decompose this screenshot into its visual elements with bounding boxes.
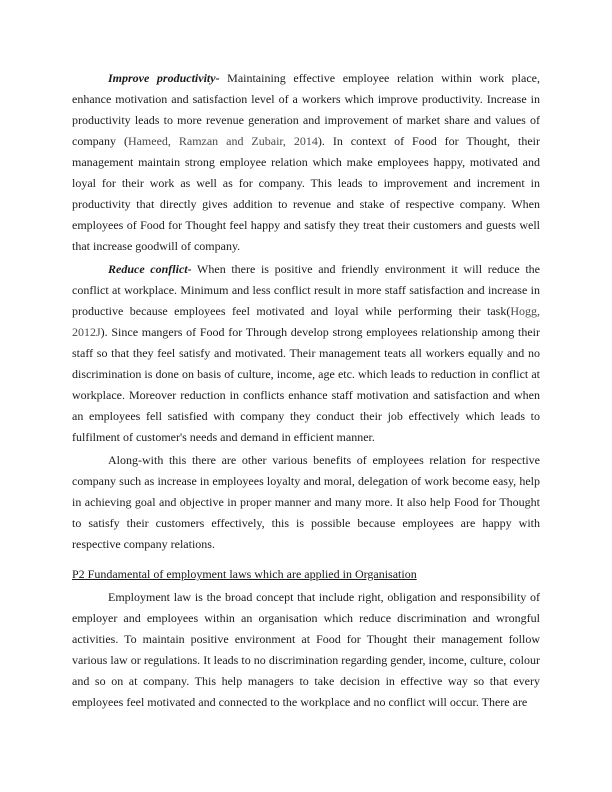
citation: Hameed, Ramzan and Zubair, 2014 — [127, 134, 318, 148]
citation: Hogg, 2012J — [72, 304, 540, 339]
paragraph-other-benefits: Along-with this there are other various benefits of employees relation for respective company such as increase in employees loyalty and moral, delegation of work become easy, help in achieving goal and objective in proper manner and many more. It also help Food for Thought to satisfy their customers effectively, this is possible because employees are happy with respective company relations. — [72, 453, 540, 551]
paragraph-reduce-conflict — [72, 259, 540, 448]
paragraph-text: ). Since mangers of Food for Through develop strong employees relationship among their staff so that they feel satisfy and motivated. Their management teats all workers equally and no discrimination is done on basis of culture, income, age etc. which leads to reduction in conflict at workplace. Moreover reduction in conflicts enhance staff motivation and satisfaction and when an employees fell satisfied with company they conduct their job effectively which leads to fulfilment of customer's needs and demand in efficient manner. — [72, 325, 540, 444]
paragraph-improve-productivity — [72, 68, 540, 257]
section-heading: P2 Fundamental of employment laws which are applied in Organisation — [72, 567, 417, 581]
document-page — [72, 68, 540, 713]
paragraph-text: When there is positive and friendly environment it will reduce the conflict at workplace. Minimum and less conflict result in more staff satisfaction and increase in productive because employees feel motivated and loyal while performing their task( — [72, 262, 540, 318]
paragraph-lead: Reduce conflict- — [108, 262, 192, 276]
paragraph-lead: Improve productivity- — [108, 71, 220, 85]
paragraph-employment-law: Employment law is the broad concept that include right, obligation and responsibility of employer and employees within an organisation which reduce discrimination and wrongful activities. To maintain positive environment at Food for Thought their management follow various law or regulations. It leads to no discrimination regarding gender, income, culture, colour and so on at company. This help managers to take decision in effective way so that every employees feel motivated and connected to the workplace and no conflict will occur. There are — [72, 590, 540, 709]
paragraph-text: Maintaining effective employee relation within work place, enhance motivation and satisfaction level of a workers which improve productivity. Increase in productivity leads to more revenue generation and improvement of market share and values of company ( — [72, 71, 540, 148]
paragraph-text: ). In context of Food for Thought, their management maintain strong employee relation which make employees happy, motivated and loyal for their work as well as for company. This leads to improvement and increment in productivity that directly gives addition to revenue and stake of respective company. When employees of Food for Thought feel happy and satisfy they treat their customers and guests well that increase goodwill of company. — [72, 134, 540, 253]
